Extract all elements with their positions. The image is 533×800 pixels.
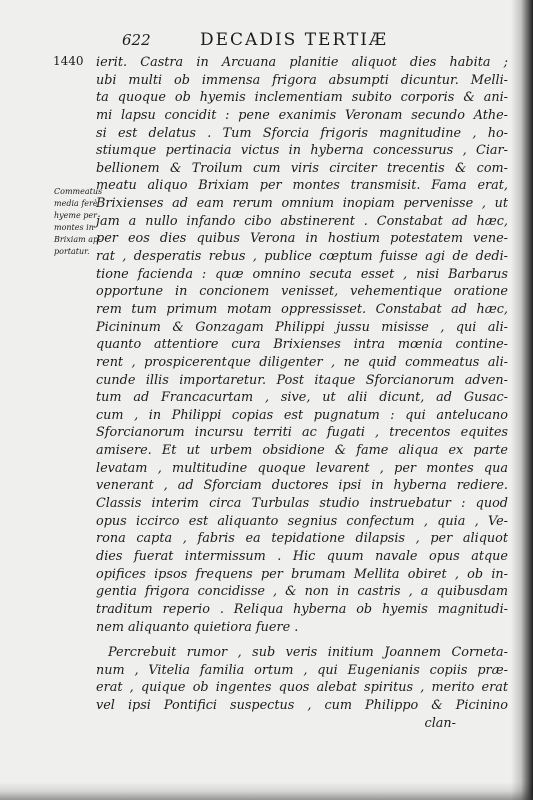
margin-year: 1440 <box>53 54 84 68</box>
text-line: amisere. Et ut urbem obsidione & fame aliqua ex parte <box>96 443 508 459</box>
paragraph-2 <box>96 644 508 715</box>
marginal-note-line: montes in <box>54 223 94 233</box>
text-line: quanto attentiore cura Brixienses intra mœnia contine- <box>96 337 508 353</box>
marginal-note-line: Brixiam ap- <box>54 235 101 245</box>
text-line: Picininum & Gonzagam Philippi jussu misisse , qui ali- <box>96 319 508 335</box>
text-line: tum ad Francacurtam , sive, ut alii dicunt, ad Gusac- <box>96 390 508 406</box>
page-number: 622 <box>122 31 151 49</box>
text-line: Classis interim circa Turbulas studio instruebatur : quod <box>96 496 508 512</box>
marginal-note-line: media ferè <box>54 199 98 209</box>
text-line: stiumque pertinacia victus in hyberna concessurus , Ciar- <box>96 143 508 159</box>
text-line: opportune in concionem venisset, vehementique oratione <box>96 284 508 300</box>
text-line: ta quoque ob hyemis inclementiam subito corporis & ani- <box>96 90 508 106</box>
text-line: cum , in Philippi copias est pugnatum : qui antelucano <box>96 407 508 423</box>
marginal-note-line: portatur. <box>54 247 90 257</box>
text-line: dies fuerat intermissum . Hic quum navale opus atque <box>96 548 508 564</box>
text-line: ierit. Castra in Arcuana planitie aliquot dies habita ; <box>96 55 508 70</box>
marginal-note-line: hyeme per <box>54 211 97 221</box>
text-line: vel ipsi Pontifici suspectus , cum Philippo & Picinino <box>96 698 508 714</box>
paragraph-1 <box>96 54 508 636</box>
text-line: ubi multi ob immensa frigora absumpti dicuntur. Melli- <box>96 72 508 88</box>
text-line: meatu aliquo Brixiam per montes transmisit. Fama erat, <box>96 178 508 194</box>
text-line: jam a nullo infando cibo abstinerent . Constabat ad hæc, <box>96 213 508 229</box>
text-line: gentia frigora concidisse , & non in castris , a quibusdam <box>96 584 508 600</box>
marginal-note-line: Commeatus <box>54 187 103 196</box>
text-line: erat , quique ob ingentes quos alebat spiritus , merito erat <box>96 680 508 696</box>
text-line: traditum reperio . Reliqua hyberna ob hyemis magnitudi- <box>96 601 508 617</box>
running-title: DECADIS TERTIÆ <box>200 30 389 50</box>
page-bottom-shadow <box>0 782 533 800</box>
text-line: cunde illis importaretur. Post itaque Sforcianorum adven- <box>96 372 508 388</box>
text-line: Sforcianorum incursu territi ac fugati , trecentos equites <box>96 425 508 441</box>
text-line: rat , desperatis rebus , publice cœptum fuisse agi de dedi- <box>96 249 508 265</box>
text-line: mi lapsu concidit : pene exanimis Veronam secundo Athe- <box>96 107 508 123</box>
body-text <box>96 54 508 732</box>
text-line: rona capta , fabris ea tepidatione dilapsis , per aliquot <box>96 531 508 547</box>
page-header <box>122 30 502 54</box>
text-line: Percrebuit rumor , sub veris initium Joannem Corneta- <box>108 645 508 661</box>
text-line: num , Vitelia familia ortum , qui Eugenianis copiis præ- <box>96 662 508 678</box>
text-line: nem aliquanto quietiora fuere . <box>96 619 299 635</box>
page-edge-shadow <box>511 0 533 800</box>
text-line: levatam , multitudine quoque levarent , per montes qua <box>96 460 508 476</box>
text-line: rent , prospicerentque diligenter , ne quid commeatus ali- <box>96 354 508 370</box>
text-line: opus iccirco est aliquanto segnius confectum , quia , Ve- <box>96 513 508 529</box>
catchword: clan- <box>424 715 456 731</box>
text-line: venerant , ad Sforciam ductores ipsi in hyberna rediere. <box>96 478 508 494</box>
text-line: Brixienses ad eam rerum omnium inopiam pervenisse , ut <box>96 196 508 212</box>
text-line: si est delatus . Tum Sforcia frigoris magnitudine , ho- <box>96 125 508 141</box>
text-line: rem tum primum motam oppressisset. Constabat ad hæc, <box>96 301 508 317</box>
text-line: tione facienda : quæ omnino secuta esset , nisi Barbarus <box>96 266 508 282</box>
text-line: per eos dies quibus Verona in hostium potestatem vene- <box>96 231 508 247</box>
text-line: opifices ipsos frequens per brumam Mellita obiret , ob in- <box>96 566 508 582</box>
text-line: bellionem & Troilum cum viris circiter trecentis & com- <box>96 160 508 176</box>
